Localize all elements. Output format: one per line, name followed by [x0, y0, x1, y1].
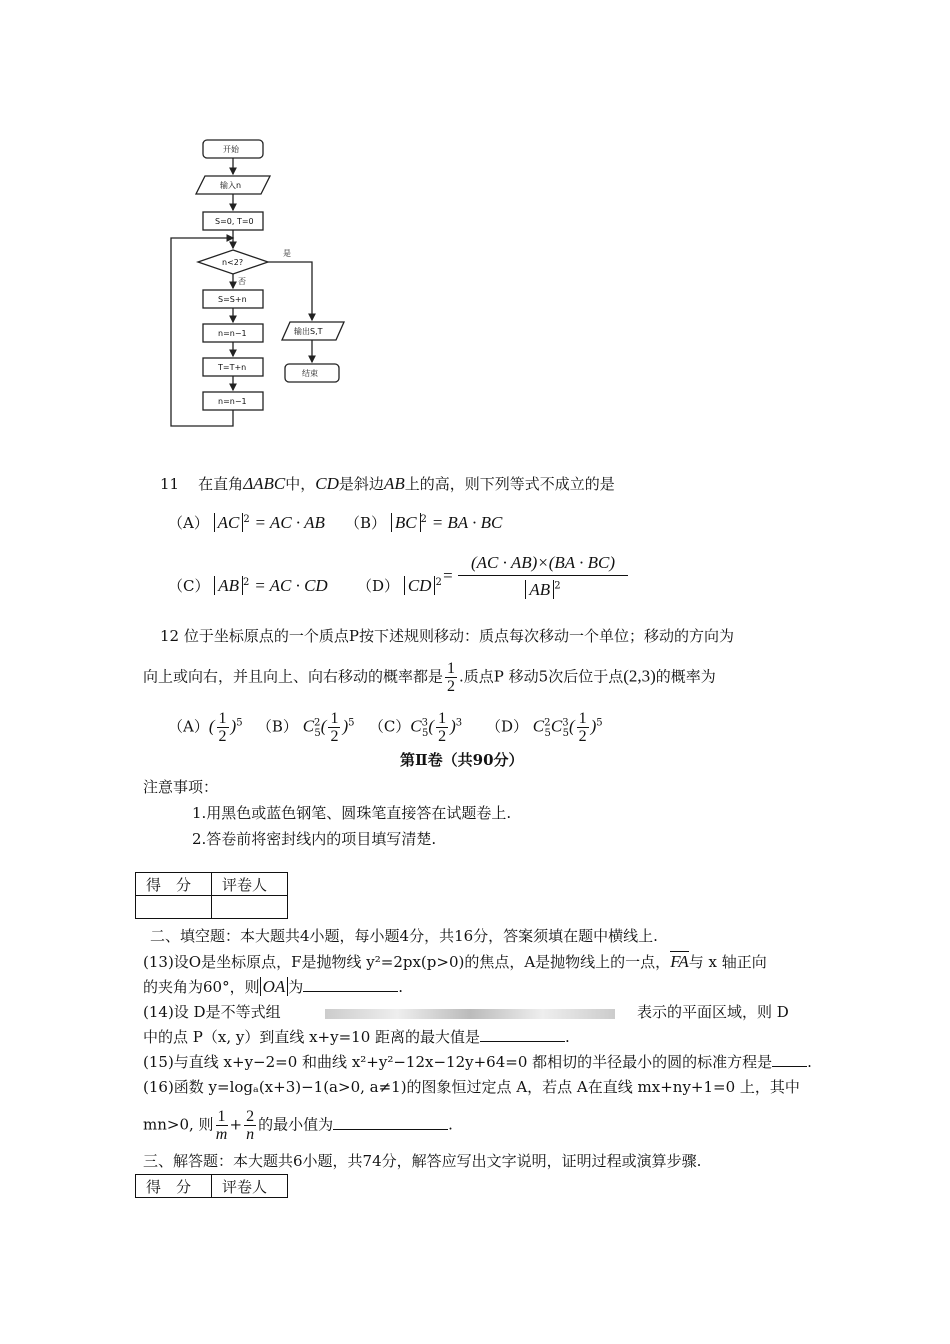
score-table-2 [135, 1174, 288, 1198]
q15-answer-blank[interactable] [772, 1052, 807, 1067]
flow-s-update-label: S=S+n [218, 295, 247, 304]
q11-option-a: （A） AC $^2$ = AC · AB [168, 513, 325, 532]
q16-line1: (16)函数 y=logₐ(x+3)−1(a>0, a≠1)的图象恒过定点 A，若点 A在直线 mx+ny+1=0 上，其中 [143, 1078, 800, 1096]
note-2: 2.答卷前将密封线内的项目填写清楚. [192, 830, 437, 848]
q14-answer-blank[interactable] [480, 1027, 565, 1042]
q16-line2: mn>0, 则 $\frac{1}{m}$ + $\frac{2}{n}$ 的最小值为 . [143, 1108, 453, 1143]
q15-line: (15)与直线 x+y−2=0 和曲线 x²+y²−12x−12y+64=0 都相切的半径最小的圆的标准方程是 . [143, 1053, 812, 1071]
q14-inequality-image [325, 1000, 625, 1022]
flow-yes-label: 是 [283, 249, 291, 258]
flow-n-dec2-label: n=n−1 [218, 397, 247, 406]
q14-line1: (14)设 D是不等式组 [143, 1003, 281, 1021]
q12-line2: 向上或向右，并且向上、向右移动的概率都是 $\frac{1}{2}$ .质点P 移动5次后位于点(2,3)的概率为 [143, 660, 716, 695]
note-1: 1.用黑色或蓝色钢笔、圆珠笔直接答在试题卷上. [192, 804, 512, 822]
flowchart [160, 130, 360, 435]
score-table-1 [135, 872, 288, 919]
q14-line1b: 表示的平面区域，则 D [637, 1003, 789, 1021]
q14-line2: 中的点 P（x, y）到直线 x+y=10 距离的最大值是 . [143, 1028, 570, 1046]
score-cell[interactable] [136, 896, 212, 919]
q11-d-equals: = [442, 566, 454, 585]
q11-option-c: （C） AB $^2$ = AC · CD [168, 576, 328, 595]
q12-line1: 12 位于坐标原点的一个质点P按下述规则移动：质点每次移动一个单位；移动的方向为 [160, 627, 734, 645]
flow-output-label: 输出S,T [294, 327, 323, 336]
grader-col: 评卷人 [212, 1175, 288, 1198]
q13-answer-blank[interactable] [303, 977, 398, 992]
q11-stem: 11 在直角ΔABC中，CD是斜边AB上的高，则下列等式不成立的是 [160, 474, 615, 493]
notes-title: 注意事项： [143, 778, 219, 796]
flow-t-update-label: T=T+n [218, 363, 247, 372]
part2-title: 第Ⅱ卷（共90分） [400, 751, 524, 769]
fill-header: 二、填空题：本大题共4小题，每小题4分，共16分，答案须填在题中横线上. [150, 927, 658, 945]
q16-answer-blank[interactable] [333, 1115, 448, 1130]
q11-option-d-fraction: (AC · AB)×(BA · BC) AB $^2$ [458, 553, 628, 600]
flow-input-label: 输入n [220, 181, 242, 190]
score-col: 得 分 [136, 1175, 212, 1198]
score-col: 得 分 [136, 873, 212, 896]
solve-header: 三、解答题：本大题共6小题，共74分，解答应写出文字说明，证明过程或演算步骤. [143, 1152, 702, 1170]
flow-end-label: 结束 [302, 369, 318, 378]
q13-line2: 的夹角为60°，则 OA 为 . [143, 977, 404, 996]
grader-cell[interactable] [212, 896, 288, 919]
flow-cond-label: n<2? [222, 258, 244, 267]
q12-options: （A）( $\frac{1}{2}$ )$^5$ （B） $C^2_5$( $\frac{1}{2}$ )$^5$ $(C)C^3_5$( $\frac{1}{2}$ )$^3$ （D） $C^2_5C^3_5$( $\frac{1}{2}$ )$^5$ [168, 710, 603, 745]
q13-line1: (13)设O是坐标原点，F是抛物线 y²=2px(p>0)的焦点，A是抛物线上的一点，FA与 x 轴正向 [143, 952, 767, 971]
flow-n-dec1-label: n=n−1 [218, 329, 247, 338]
flow-start-label: 开始 [223, 145, 239, 154]
flow-no-label: 否 [238, 277, 246, 286]
q11-option-d: （D） CD $^2$ [357, 576, 442, 595]
q11-option-b: （B） BC $^2$ = BA · BC [345, 513, 503, 532]
flow-init-label: S=0, T=0 [215, 217, 254, 226]
grader-col: 评卷人 [212, 873, 288, 896]
